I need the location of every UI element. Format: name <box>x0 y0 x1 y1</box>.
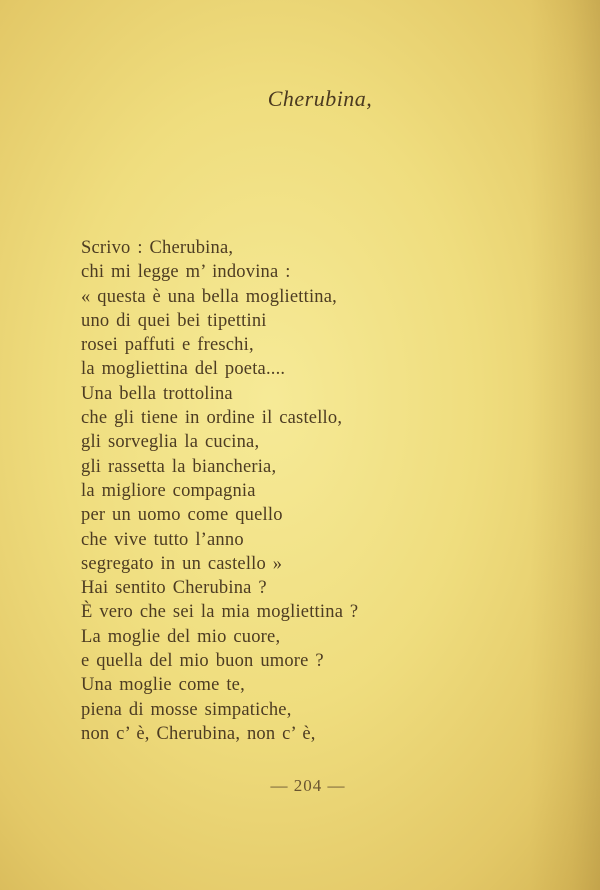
page-edge-shadow <box>530 0 600 890</box>
poem-line: che vive tutto l’anno <box>81 529 244 550</box>
page-number: — 204 — <box>270 776 346 795</box>
running-head: Cherubina, <box>267 86 373 111</box>
poem-line: che gli tiene in ordine il castello, <box>81 408 343 429</box>
poem-line: Scrivo : Cherubina, <box>81 238 234 258</box>
poem-line: per un uomo come quello <box>81 505 283 526</box>
poem-line: la migliore compagnia <box>81 480 256 501</box>
poem-line: È vero che sei la mia mogliettina ? <box>81 602 359 623</box>
poem-line: uno di quei bei tipettini <box>81 310 267 331</box>
poem-line: non c’ è, Cherubina, non c’ è, <box>81 723 316 744</box>
poem-line: La moglie del mio cuore, <box>81 626 281 647</box>
poem-line: la mogliettina del poeta.... <box>81 359 286 380</box>
poem-line: rosei paffuti e freschi, <box>81 335 254 356</box>
poem-line: chi mi legge m’ indovina : <box>81 262 291 283</box>
poem-line: « questa è una bella mogliettina, <box>81 286 337 307</box>
poem-line: Una moglie come te, <box>81 675 245 696</box>
poem-line: piena di mosse simpatiche, <box>81 699 292 720</box>
poem-line: Hai sentito Cherubina ? <box>81 578 267 599</box>
poem-text <box>81 236 501 746</box>
poem-line: e quella del mio buon umore ? <box>81 651 324 672</box>
poem-line: Una bella trottolina <box>81 383 233 404</box>
poem-line: gli rassetta la biancheria, <box>81 456 277 477</box>
poem-line: gli sorveglia la cucina, <box>81 432 260 453</box>
poem-line: segregato in un castello » <box>81 553 283 574</box>
